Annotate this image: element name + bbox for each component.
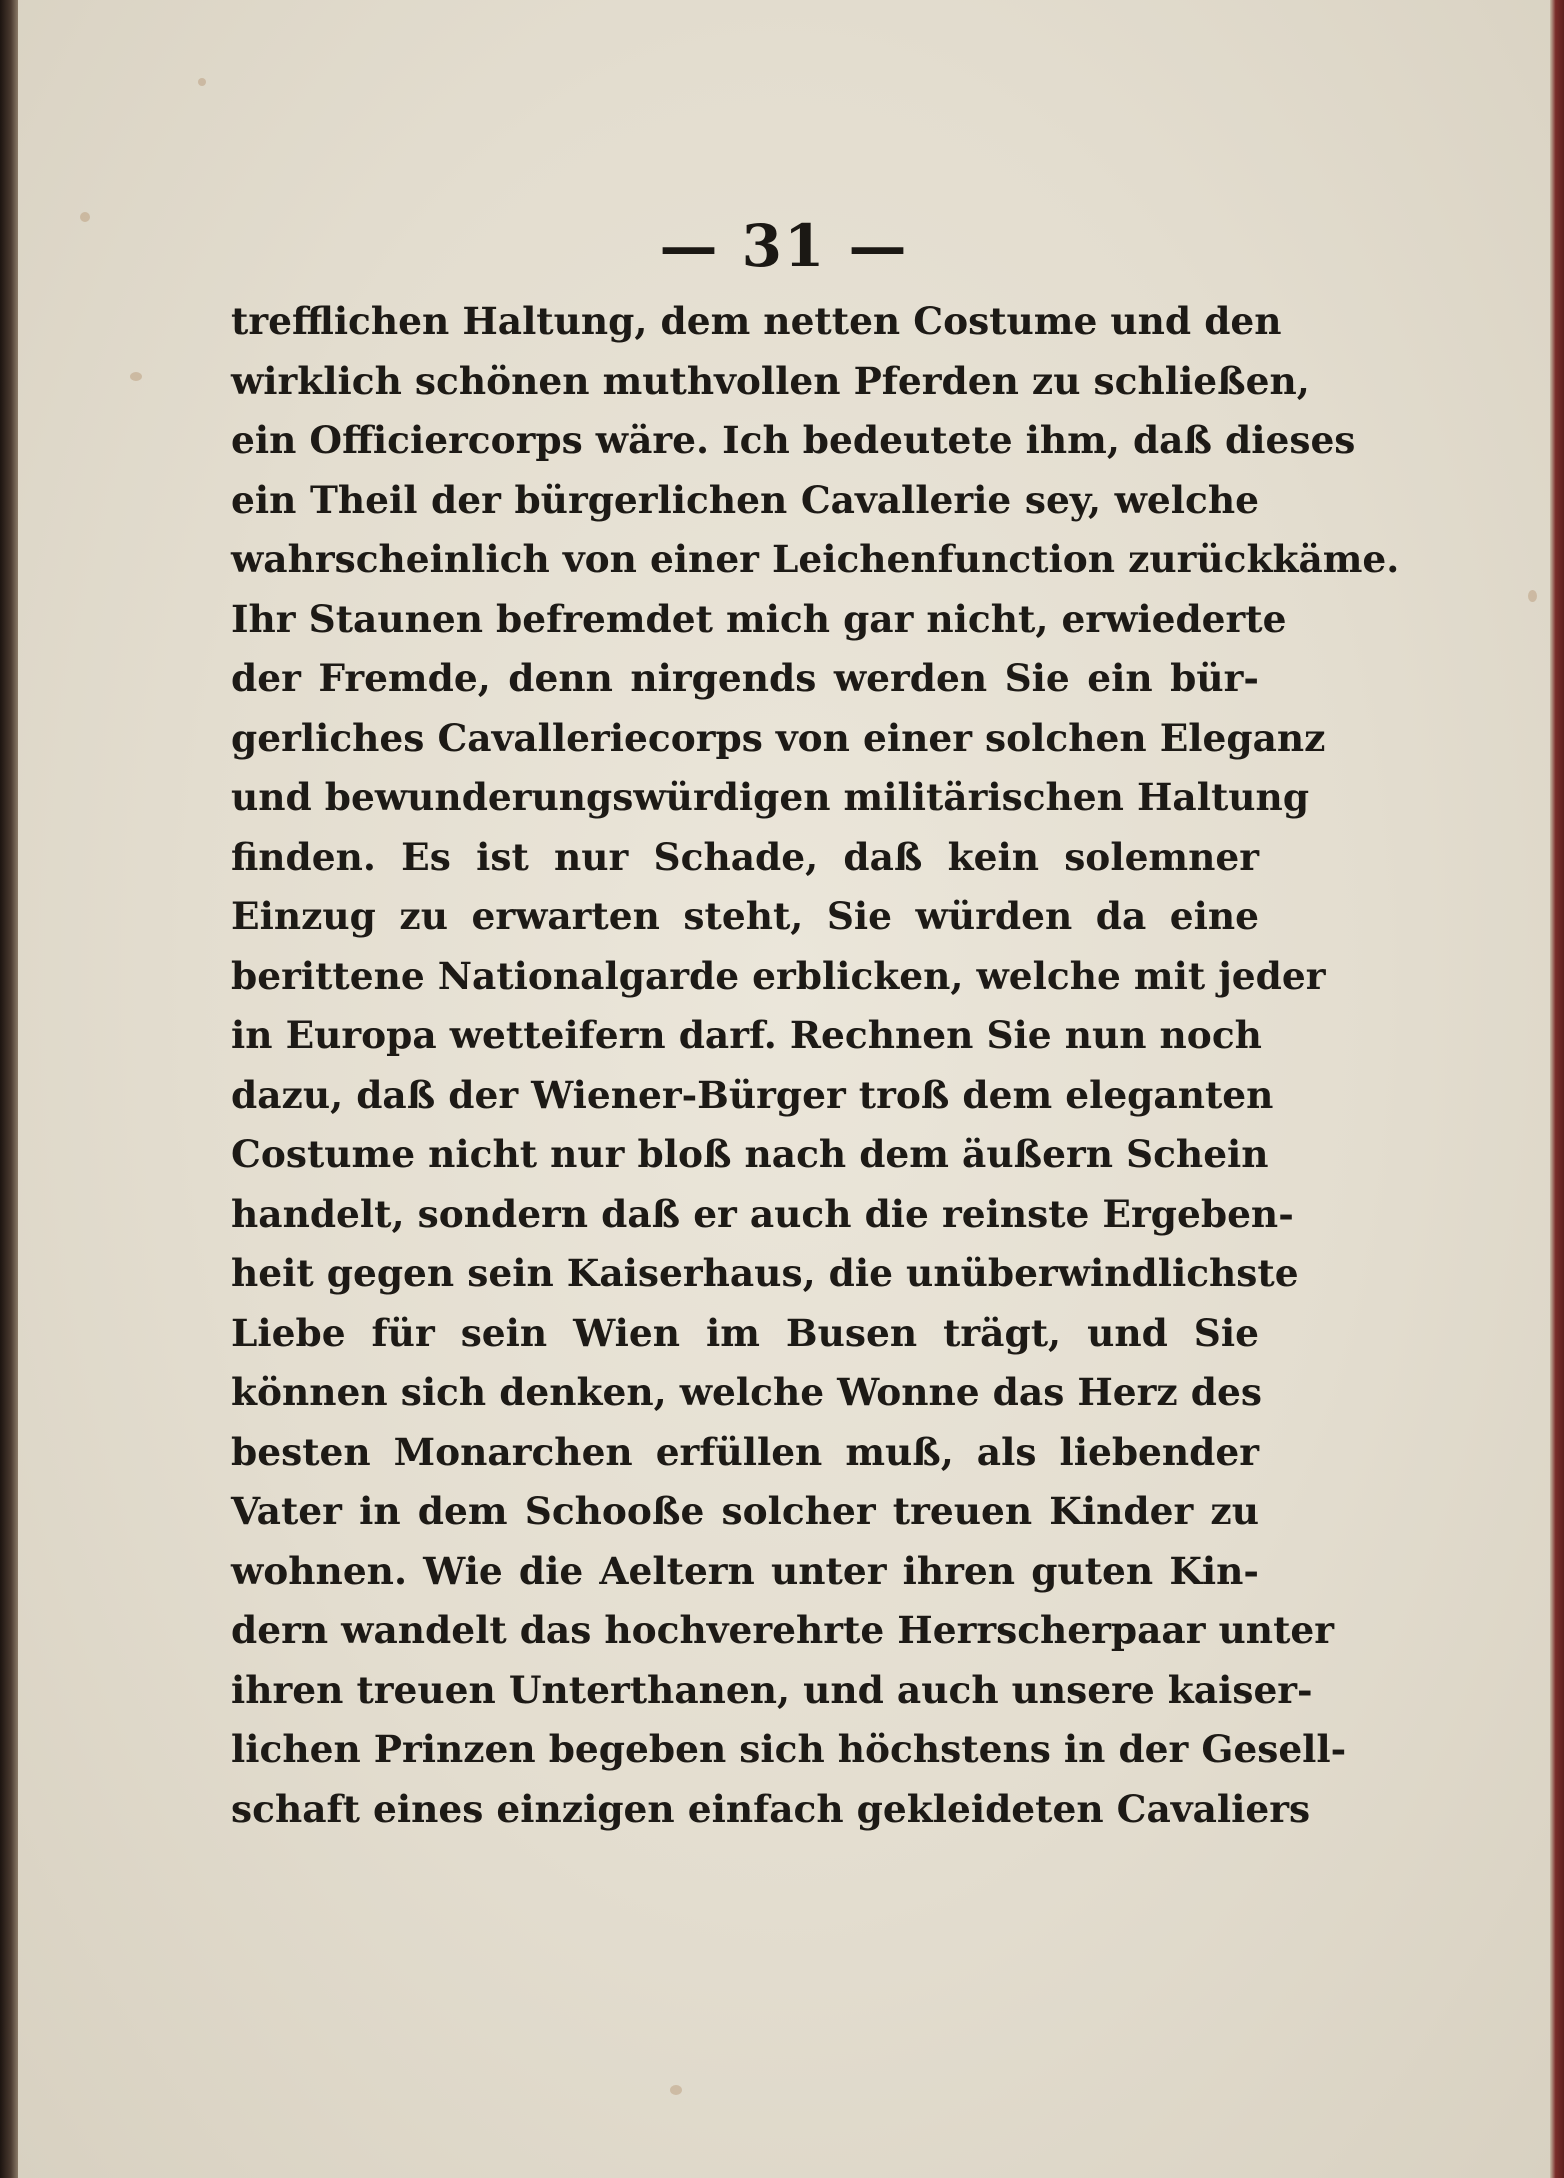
body-text <box>231 292 1400 1839</box>
text-line: können sich denken, welche Wonne das Herz des <box>231 1370 1262 1414</box>
page-number: — 31 — <box>659 212 909 280</box>
text-line: dern wandelt das hochverehrte Herrscherpaar unter <box>231 1608 1335 1652</box>
text-line: trefflichen Haltung, dem netten Costume und den <box>231 299 1282 343</box>
text-line: wahrscheinlich von einer Leichenfunction zurückkäme. <box>231 537 1400 581</box>
text-line: Einzug zu erwarten steht, Sie würden da eine <box>231 894 1259 938</box>
text-line: heit gegen sein Kaiserhaus, die unüberwindlichste <box>231 1251 1299 1295</box>
paper-sheet <box>18 0 1550 2178</box>
text-line: Costume nicht nur bloß nach dem äußern Schein <box>231 1132 1269 1176</box>
text-line: ein Officiercorps wäre. Ich bedeutete ihm, daß dieses <box>231 418 1356 462</box>
text-line: finden. Es ist nur Schade, daß kein solemner <box>231 834 1259 879</box>
text-line: Ihr Staunen befremdet mich gar nicht, erwiederte <box>231 596 1287 641</box>
page-edge-right <box>1550 0 1564 2178</box>
text-line: gerliches Cavalleriecorps von einer solchen Eleganz <box>231 715 1326 760</box>
text-line: ihren treuen Unterthanen, und auch unsere kaiser- <box>231 1667 1313 1712</box>
text-line: schaft eines einzigen einfach gekleideten Cavaliers <box>231 1786 1311 1831</box>
binding-edge <box>0 0 18 2178</box>
text-line: besten Monarchen erfüllen muß, als liebender <box>231 1429 1259 1474</box>
text-line: dazu, daß der Wiener-Bürger troß dem eleganten <box>231 1072 1274 1117</box>
text-line: wirklich schönen muthvollen Pferden zu schließen, <box>231 358 1310 403</box>
text-line: berittene Nationalgarde erblicken, welche mit jeder <box>231 953 1326 998</box>
text-line: lichen Prinzen begeben sich höchstens in der Gesell- <box>231 1727 1347 1771</box>
text-line: ein Theil der bürgerlichen Cavallerie sey, welche <box>231 477 1259 522</box>
foxing-spot <box>1528 590 1537 602</box>
text-line: Liebe für sein Wien im Busen trägt, und Sie <box>231 1310 1259 1355</box>
text-line: wohnen. Wie die Aeltern unter ihren guten Kin- <box>231 1548 1259 1593</box>
foxing-spot <box>670 2085 682 2095</box>
text-line: handelt, sondern daß er auch die reinste Ergeben- <box>231 1191 1294 1236</box>
foxing-spot <box>198 78 206 86</box>
text-line: der Fremde, denn nirgends werden Sie ein bür- <box>231 656 1259 700</box>
text-line: und bewunderungswürdigen militärischen Haltung <box>231 775 1310 819</box>
text-line: Vater in dem Schooße solcher treuen Kinder zu <box>231 1489 1259 1533</box>
text-line: in Europa wetteifern darf. Rechnen Sie nun noch <box>231 1013 1262 1057</box>
foxing-spot <box>130 372 142 381</box>
